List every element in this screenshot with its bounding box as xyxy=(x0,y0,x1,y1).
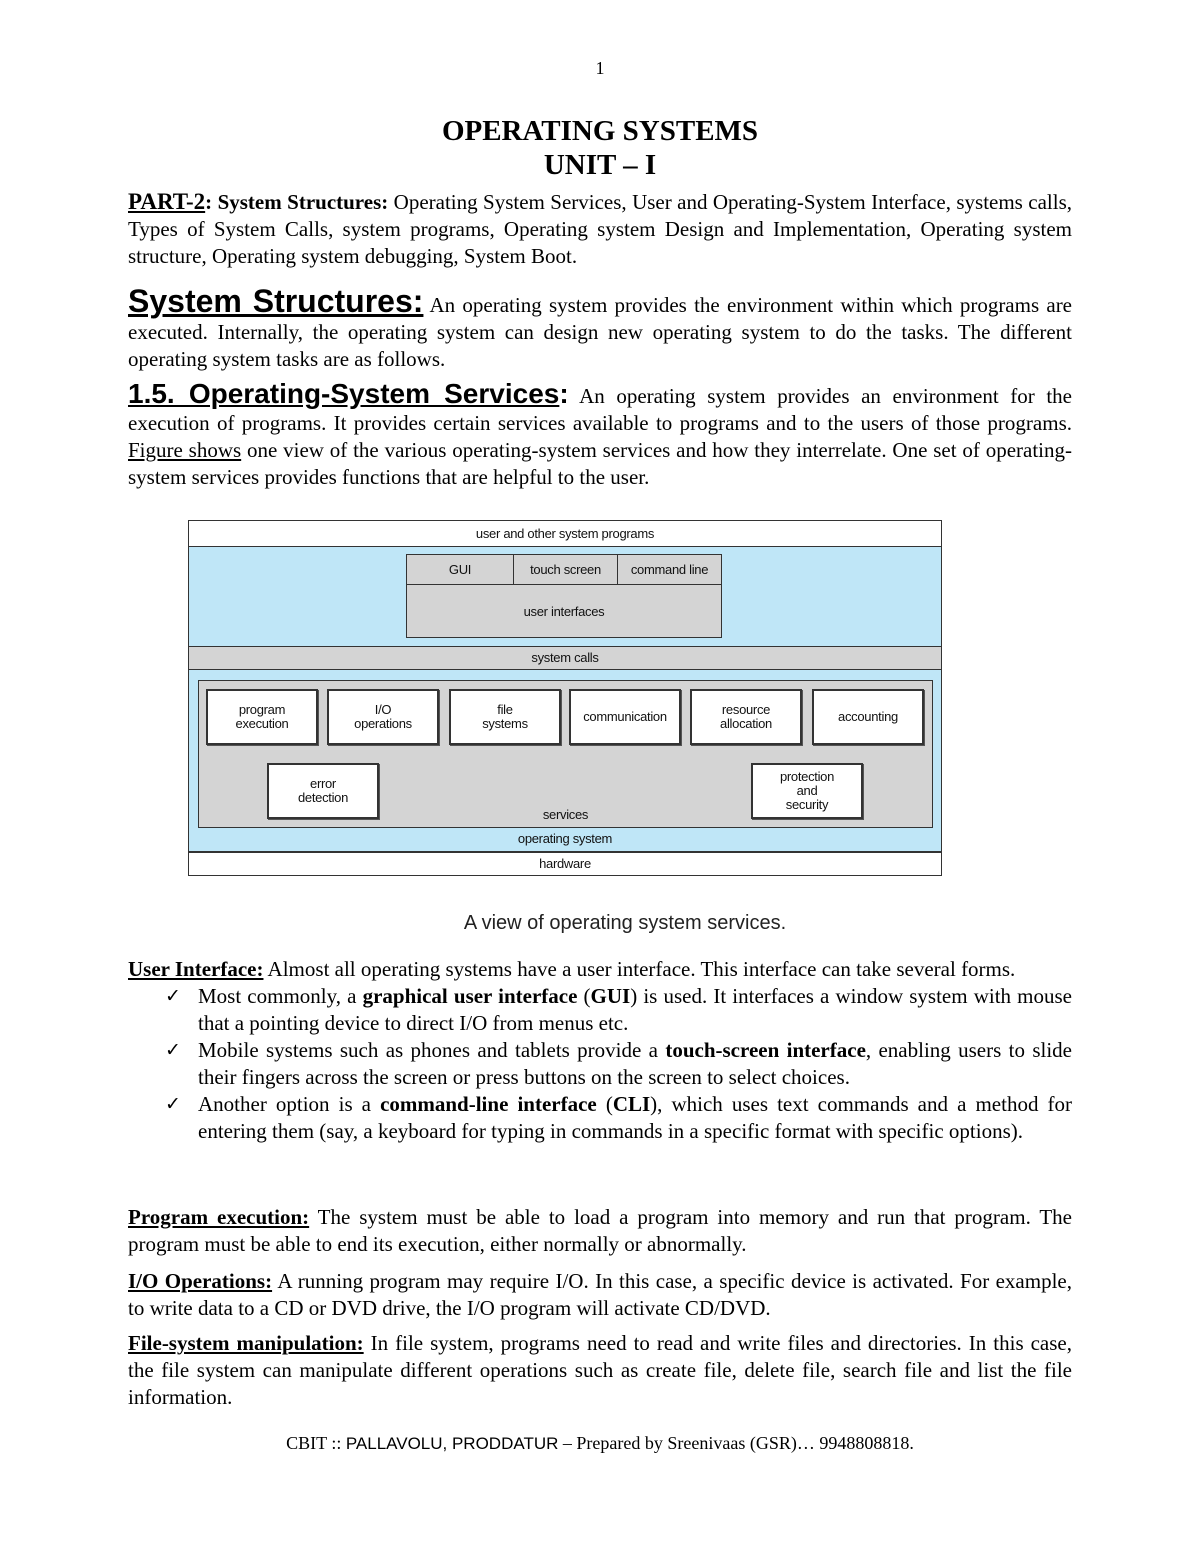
page-footer xyxy=(0,1433,1200,1454)
os-services-colon: : xyxy=(559,378,569,409)
services-label: services xyxy=(542,807,589,822)
bullet-text: , enabling users to slide their fingers across the screen or press buttons on the screen to select choices. xyxy=(198,1038,1072,1089)
list-item xyxy=(128,1091,1072,1145)
page-number: 1 xyxy=(595,58,605,78)
touch-screen-box: touch screen xyxy=(513,554,618,585)
accounting-box: accounting xyxy=(812,689,924,745)
protection-line-3: security xyxy=(785,797,829,812)
program-execution-line-2: execution xyxy=(235,716,289,731)
program-execution-box xyxy=(206,689,318,745)
operating-system-label: operating system xyxy=(517,831,613,846)
error-line-2: detection xyxy=(297,790,349,805)
bullet-bold: graphical user interface xyxy=(362,984,578,1008)
user-interface-heading: User Interface: xyxy=(128,957,264,981)
system-structures-paragraph xyxy=(128,284,1072,373)
bullet-text: ( xyxy=(596,1092,613,1116)
os-services-paragraph xyxy=(128,380,1072,491)
resource-line-2: allocation xyxy=(720,716,772,731)
bullet-text: Most commonly, a xyxy=(198,984,363,1008)
command-line-box: command line xyxy=(617,554,722,585)
bullet-text: ) is used. It interfaces a window system with mouse that a pointing device to direct I/O from menus etc. xyxy=(198,984,1072,1035)
program-execution-line-1: program xyxy=(238,702,286,717)
io-operations-box xyxy=(327,689,439,745)
user-programs-layer: user and other system programs xyxy=(188,520,942,547)
part2-paragraph xyxy=(128,188,1072,270)
file-systems-box xyxy=(449,689,561,745)
program-execution-heading: Program execution: xyxy=(128,1205,310,1229)
file-system-heading: File-system manipulation: xyxy=(128,1331,364,1355)
protection-line-2: and xyxy=(796,783,818,798)
part2-topic: System Structures: xyxy=(217,190,389,214)
io-line-2: operations xyxy=(354,716,412,731)
io-operations-text: A running program may require I/O. In this case, a specific device is activated. For example, to write data to a CD or DVD drive, the I/O program will activate CD/DVD. xyxy=(128,1269,1072,1320)
file-system-section xyxy=(128,1330,1072,1411)
program-execution-text: The system must be able to load a program into memory and run that program. The program must be able to end its execution, either normally or abnormally. xyxy=(128,1205,1072,1256)
footer-part-2: PALLAVOLU, PRODDATUR xyxy=(345,1434,559,1453)
checkmark-icon: ✓ xyxy=(165,985,181,1007)
system-structures-heading: System Structures: xyxy=(128,283,424,319)
os-services-heading: 1.5. Operating-System Services xyxy=(128,378,560,409)
checkmark-icon: ✓ xyxy=(165,1093,181,1115)
resource-line-1: resource xyxy=(721,702,771,717)
bullet-text: Another option is a xyxy=(198,1092,381,1116)
os-services-diagram xyxy=(188,520,942,876)
footer-part-3: – Prepared by Sreenivaas (GSR)… 9948808818. xyxy=(558,1433,914,1453)
document-title xyxy=(0,114,1200,182)
error-line-1: error xyxy=(310,776,336,791)
bullet-text: ), which uses text commands and a method for entering them (say, a keyboard for typing in commands in a specific format with specific options). xyxy=(198,1092,1072,1143)
user-interface-bullets xyxy=(128,983,1072,1145)
bullet-bold: GUI xyxy=(590,984,631,1008)
hardware-layer: hardware xyxy=(188,852,942,876)
figure-link: Figure shows xyxy=(128,438,242,462)
resource-allocation-box xyxy=(690,689,802,745)
file-line-2: systems xyxy=(482,716,528,731)
bullet-text: ( xyxy=(577,984,591,1008)
bullet-bold: touch-screen interface xyxy=(665,1038,866,1062)
system-structures-text: An operating system provides the environment within which programs are executed. Internally, the operating system can design new operating system to do the tasks. The different operating system tasks are as follows. xyxy=(128,293,1073,371)
title-line-2: UNIT – I xyxy=(543,149,657,181)
user-interface-section xyxy=(128,956,1072,1145)
io-operations-section xyxy=(128,1268,1072,1322)
checkmark-icon: ✓ xyxy=(165,1039,181,1061)
gui-box: GUI xyxy=(406,554,514,585)
list-item xyxy=(128,983,1072,1037)
file-line-1: file xyxy=(497,702,513,717)
user-interface-text: Almost all operating systems have a user interface. This interface can take several forms. xyxy=(263,957,1016,981)
bullet-bold: CLI xyxy=(612,1092,651,1116)
io-operations-heading: I/O Operations: xyxy=(128,1269,273,1293)
file-system-text: In file system, programs need to read and write files and directories. In this case, the file system can manipulate different operations such as create file, delete file, search file and list the file information. xyxy=(128,1331,1072,1409)
os-services-text-2: one view of the various operating-system services and how they interrelate. One set of operating-system services provides functions that are helpful to the user. xyxy=(128,438,1073,489)
communication-box: communication xyxy=(569,689,681,745)
part2-text: Operating System Services, User and Operating-System Interface, systems calls, Types of System Calls, system programs, Operating system Design and Implementation, Operating system structure, Operating system debugging, System Boot. xyxy=(128,190,1072,268)
os-services-text-1: An operating system provides an environment for the execution of programs. It provides certain services available to programs and to the users of those programs. xyxy=(128,384,1072,435)
bullet-bold: command-line interface xyxy=(380,1092,597,1116)
figure-caption: A view of operating system services. xyxy=(463,912,787,934)
list-item xyxy=(128,1037,1072,1091)
footer-part-1: CBIT :: xyxy=(286,1433,346,1453)
program-execution-section xyxy=(128,1204,1072,1258)
user-interfaces-label: user interfaces xyxy=(523,604,605,619)
part2-colon: : xyxy=(205,190,213,214)
title-line-1: OPERATING SYSTEMS xyxy=(441,115,759,147)
part2-label: PART-2 xyxy=(128,189,206,214)
bullet-text: Mobile systems such as phones and tablets provide a xyxy=(198,1038,666,1062)
io-line-1: I/O xyxy=(374,702,392,717)
system-calls-layer: system calls xyxy=(188,646,942,670)
protection-line-1: protection xyxy=(779,769,835,784)
